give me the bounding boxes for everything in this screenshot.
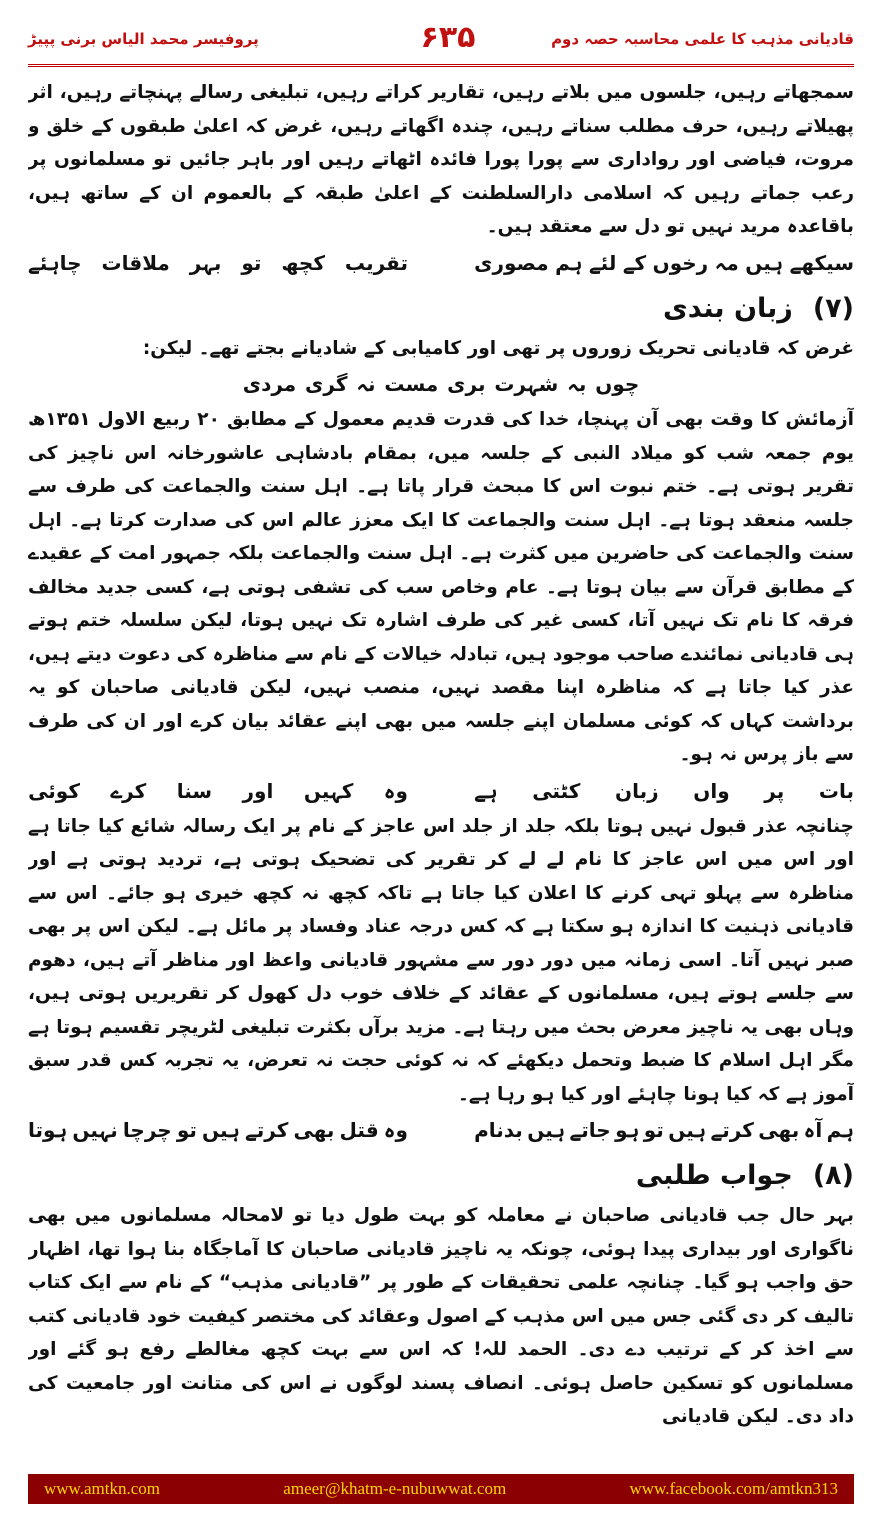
verse-couplet [28,1111,854,1149]
paragraph: سمجھاتے رہیں، جلسوں میں بلاتے رہیں، تقاریر کراتے رہیں، تبلیغی رسالے پہنچاتے رہیں، اثر پھیلاتے رہیں، حرف مطلب سناتے رہیں، چندہ اگھاتے رہیں، غرض کہ اعلیٰ طبقوں کے خلق و مروت، فیاضی اور رواداری سے پورا پورا فائدہ اٹھاتے رہیں اور باہر جائیں تو مسلمانوں پر رعب جماتے رہیں کہ اسلامی دارالسلطنت کے اعلیٰ طبقہ کے بالعموم ان کے ساتھ ہیں، باقاعدہ مرید نہیں تو دل سے معتقد ہیں۔ [28,82,854,237]
verse-line-first: ہم آہ بھی کرتے ہیں تو ہو جاتے ہیں بدنام [474,1118,854,1142]
author-name: پروفیسر محمد الیاس برنی پپیڑ [28,30,259,48]
verse-line: چوں بہ شہرت بری مست نہ گری مردی [242,372,640,396]
verse-couplet [28,772,854,810]
verse-line-first: سیکھے ہیں مہ رخوں کے لئے ہم مصوری [474,250,854,275]
section-title: جواب طلبی [635,1160,793,1191]
email-link[interactable]: ameer@khatm-e-nubuwwat.com [283,1479,507,1498]
facebook-link[interactable]: www.facebook.com/amtkn313 [629,1479,838,1498]
paragraph: آزمائش کا وقت بھی آن پہنچا، خدا کی قدرت قدیم معمول کے مطابق ۲۰ ربیع الاول ۱۳۵۱ھ یوم جمعہ شب کو میلاد النبی کے جلسہ میں، بمقام بادشاہی عاشورخانہ اس ناچیز کی تقریر ہوتی ہے۔ ختم نبوت اس کا مبحث قرار پاتا ہے۔ اہل سنت والجماعت کی طرف سے جلسہ منعقد ہوتا ہے۔ اہل سنت والجماعت کا ایک معزز عالم اس کی صدارت کرتا ہے۔ اہل سنت والجماعت کی حاضرین میں کثرت ہے۔ اہل سنت والجماعت بلکہ جمہور امت کے عقیدے کے مطابق قرآن سے بیان ہوتا ہے۔ عام وخاص سب کی تشفی ہوتی ہے، کسی جدید مخالف فرقہ کا نام تک نہیں آتا، کسی غیر کی طرف اشارہ تک نہیں ہوتا، لیکن سلسلہ ختم ہوتے ہی قادیانی نمائندے صاحب موجود ہیں، تبادلہ خیالات کے نام سے مناظرہ کی دعوت دیتے ہیں، عذر کیا جاتا ہے کہ مناظرہ اپنا مقصد نہیں، منصب نہیں، لیکن قادیانی صاحبان کو یہ برداشت کہاں کہ کوئی مسلمان اپنے جلسہ میں بھی اپنے عقائد بیان کرے اور ان کی طرف سے باز پرس نہ ہو۔ [28,409,854,765]
section-number: (۷) [812,292,854,324]
page-header [28,18,854,67]
section-title: زبان بندی [663,292,793,324]
verse-line-second: وہ قتل بھی کرتے ہیں تو چرچا نہیں ہوتا [28,1118,408,1142]
verse-couplet [28,244,854,282]
section-number: (۸) [812,1160,854,1191]
section-heading-8 [28,1153,854,1199]
paragraph: غرض کہ قادیانی تحریک زوروں پر تھی اور کامیابی کے شادیانے بجتے تھے۔ لیکن: [142,337,854,359]
verse-line-first: بات پر واں زبان کٹتی ہے [474,778,854,803]
verse-couplet [28,365,854,403]
page-footer [28,1474,854,1504]
website-link[interactable]: www.amtkn.com [44,1479,160,1498]
paragraph: بہر حال جب قادیانی صاحبان نے معاملہ کو بہت طول دیا تو لامحالہ مسلمانوں میں بھی ناگواری اور بیداری پیدا ہوئی، چونکہ یہ ناچیز قادیانی صاحبان کا آماجگاہ بنا ہوا تھا، اظہار حق واجب ہو گیا۔ چنانچہ علمی تحقیقات کے طور پر ”قادیانی مذہب“ کے نام سے ایک کتاب تالیف کر دی گئی جس میں اس مذہب کے اصول وعقائد کی مختصر کیفیت خود قادیانی کتب سے اخذ کر کے ترتیب دے دی۔ الحمد للہ! کہ اس سے بہت کچھ مغالطے رفع ہو گئے اور مسلمانوں کو تسکین حاصل ہوئی۔ انصاف پسند لوگوں نے اس کی متانت اور جامعیت کی داد دی۔ لیکن قادیانی [28,1205,854,1427]
book-title: قادیانی مذہب کا علمی محاسبہ حصہ دوم [551,30,854,48]
page-number: ۶۳۵ [420,20,476,55]
page-content [28,76,854,1468]
verse-line-second: تقریب کچھ تو بہر ملاقات چاہئے [28,250,408,275]
verse-line-second: وہ کہیں اور سنا کرے کوئی [28,778,408,803]
paragraph: چنانچہ عذر قبول نہیں ہوتا بلکہ جلد از جلد اس عاجز کے نام پر ایک رسالہ شائع کیا جاتا ہے اور اس میں اس عاجز کا نام لے لے کر تقریر کی تضحیک ہوتی ہے، تردید ہوتی ہے اور مناظرہ سے پہلو تہی کرنے کا اعلان کیا جاتا ہے تاکہ کچھ نہ کچھ خیری ہو جائے۔ اس سے قادیانی ذہنیت کا اندازہ ہو سکتا ہے کہ کس درجہ عناد وفساد پر مائل ہے۔ لیکن اس پر بھی صبر نہیں آتا۔ اسی زمانہ میں دور دور سے مشہور قادیانی واعظ اور مناظر آتے ہیں، دھوم سے جلسے ہوتے ہیں، مسلمانوں کے عقائد کے خلاف خوب دل کھول کر تقریریں ہوتی ہیں، وہاں بھی یہ ناچیز معرض بحث میں رہتا ہے۔ مزید برآں بکثرت تبلیغی لٹریچر تقسیم ہوتا ہے مگر اہل اسلام کا ضبط وتحمل دیکھئے کہ نہ کوئی حجت نہ تعرض، یہ تجربہ کس قدر سبق آموز ہے کہ کیا ہونا چاہئے اور کیا ہو رہا ہے۔ [28,815,854,1105]
section-heading-7 [28,286,854,332]
